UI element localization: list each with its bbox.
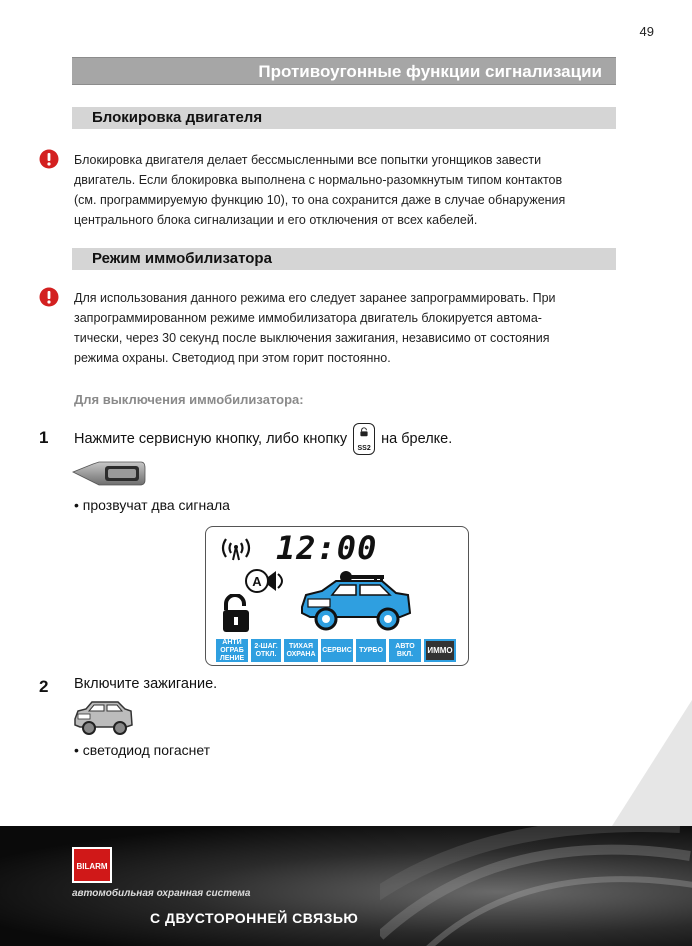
lcd-silent-arm-indicator: ТИХАЯ ОХРАНА	[284, 639, 318, 662]
button-label: SS2	[357, 445, 371, 452]
paragraph-line: запрограммированном режиме иммобилизатора двигатель блокируется автома-	[74, 311, 542, 325]
paragraph-line: (см. программируемую функцию 10), то она сохранится даже в случае обнаружения	[74, 193, 566, 207]
antenna-signal-icon	[216, 535, 256, 561]
suv-icon	[72, 699, 134, 735]
step-number: 1	[39, 428, 49, 447]
lcd-display	[205, 526, 469, 666]
car-icon	[296, 573, 414, 633]
paragraph-line: Для использования данного режима его следует заранее запрограммировать. При	[74, 291, 556, 305]
lcd-status-row	[216, 639, 456, 662]
key-fob-icon	[71, 458, 147, 488]
page-number: 49	[639, 24, 654, 39]
paragraph-line: режима охраны. Светодиод при этом горит постоянно.	[74, 351, 391, 365]
step-text-after: на брелке.	[381, 430, 453, 447]
step-result-bullet: • светодиод погаснет	[74, 742, 211, 758]
lcd-turbo-indicator: ТУРБО	[356, 639, 386, 662]
footer-subtitle: С ДВУСТОРОННЕЙ СВЯЗЬЮ	[150, 910, 359, 926]
step-text	[74, 423, 452, 455]
warning-icon	[39, 149, 59, 169]
section-paragraph	[74, 288, 616, 368]
lcd-antirobbery-indicator: АНТИ ОГРАБ ЛЕНИЕ	[216, 639, 248, 662]
footer-tagline: автомобильная охранная система	[72, 888, 251, 899]
paragraph-line: центрального блока сигнализации и его отключения от всех кабелей.	[74, 213, 478, 227]
unlocked-padlock-icon	[220, 594, 254, 634]
lcd-clock: 12:00	[276, 529, 378, 567]
keyfob-ss2-button	[353, 423, 375, 455]
lcd-immo-indicator: ИММО	[424, 639, 456, 662]
warning-icon	[39, 287, 59, 307]
step-text: Включите зажигание.	[74, 676, 218, 692]
page-corner-shade	[612, 700, 692, 826]
siren-icon	[242, 565, 292, 597]
lcd-auto-start-indicator: АВТО ВКЛ.	[389, 639, 421, 662]
page-title: Противоугонные функции сигнализации	[72, 57, 616, 85]
section-header-immobilizer: Режим иммобилизатора	[72, 248, 616, 270]
step-result-bullet: • прозвучат два сигнала	[74, 497, 230, 513]
section-paragraph	[74, 150, 616, 230]
lcd-service-indicator: СЕРВИС	[321, 639, 353, 662]
footer-banner	[0, 826, 692, 946]
paragraph-line: двигатель. Если блокировка выполнена с нормально-разомкнутым типом контактов	[74, 173, 563, 187]
step-text-before: Нажмите сервисную кнопку, либо кнопку	[74, 430, 348, 447]
footer-swirl-decoration	[380, 826, 692, 946]
lcd-two-step-indicator: 2-ШАГ. ОТКЛ.	[251, 639, 281, 662]
subheading-disable-immobilizer: Для выключения иммобилизатора:	[74, 392, 304, 407]
lock-icon	[358, 427, 370, 437]
section-header-engine-lock: Блокировка двигателя	[72, 107, 616, 129]
step-number: 2	[39, 677, 49, 696]
paragraph-line: Блокировка двигателя делает бессмысленными все попытки угонщиков завести	[74, 153, 542, 167]
paragraph-line: тически, через 30 секунд после выключения зажигания, независимо от состояния	[74, 331, 550, 345]
siren-label: A	[252, 574, 262, 589]
brand-logo: BILARM	[72, 847, 112, 883]
